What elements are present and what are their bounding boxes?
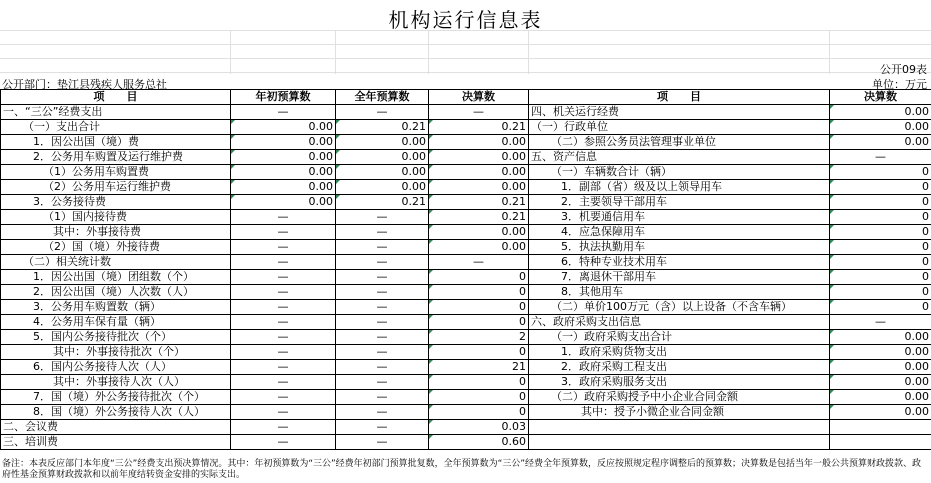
row-initial-budget: — [231,270,336,285]
row-final-amount-right: 0 [830,270,931,285]
row-item-right: （二）参照公务员法管理事业单位 [529,135,830,150]
row-item-left: 1．因公出国（境）费 [1,135,231,150]
row-final-amount-right: 0 [830,300,931,315]
row-final-amount: 0.21 [429,210,529,225]
table-row [1,180,931,195]
header-final-amount: 决算数 [429,90,529,105]
row-final-amount: 0 [429,300,529,315]
row-item-left: （1）国内接待费 [1,210,231,225]
table-row [1,210,931,225]
row-full-year-budget: — [336,285,429,300]
row-final-amount-right: 0 [830,165,931,180]
row-item-right: 5．执法执勤用车 [529,240,830,255]
row-item-left: 3．公务接待费 [1,195,231,210]
row-initial-budget: — [231,345,336,360]
row-item-right: 1．政府采购货物支出 [529,345,830,360]
table-row [1,270,931,285]
table-row [1,135,931,150]
row-item-right [529,420,830,435]
row-item-left: 其中：外事接待费 [1,225,231,240]
table-row [1,255,931,270]
row-final-amount-right: 0 [830,225,931,240]
row-item-right: 3．政府采购服务支出 [529,375,830,390]
table-row [1,240,931,255]
row-item-left: 其中：外事接待批次（个） [1,345,231,360]
table-row [1,390,931,405]
table-header-row [1,90,931,105]
row-final-amount: 2 [429,330,529,345]
row-final-amount: 0 [429,345,529,360]
row-initial-budget: — [231,315,336,330]
table-row [1,225,931,240]
row-full-year-budget: 0.21 [336,120,429,135]
row-item-left: 1．因公出国（境）团组数（个） [1,270,231,285]
row-initial-budget: — [231,105,336,120]
row-full-year-budget: — [336,375,429,390]
table-row [1,105,931,120]
table-row [1,300,931,315]
row-final-amount: 0.00 [429,165,529,180]
form-code: 公开09表 [880,63,927,76]
row-item-left: 7．国（境）外公务接待批次（个） [1,390,231,405]
row-full-year-budget: — [336,405,429,420]
row-initial-budget: — [231,240,336,255]
row-item-right: 4．应急保障用车 [529,225,830,240]
row-final-amount: 0 [429,270,529,285]
row-item-right: 四、机关运行经费 [529,105,830,120]
row-item-right: 8．其他用车 [529,285,830,300]
row-final-amount: 0.21 [429,195,529,210]
unit-label: 单位：万元 [872,78,927,91]
row-initial-budget: — [231,300,336,315]
row-initial-budget: — [231,405,336,420]
row-final-amount-right: — [830,315,931,330]
table-row [1,345,931,360]
row-final-amount-right: 0 [830,180,931,195]
row-initial-budget: — [231,435,336,450]
row-final-amount-right: — [830,150,931,165]
row-full-year-budget: — [336,225,429,240]
row-initial-budget: — [231,255,336,270]
header-item-right: 项 目 [529,90,830,105]
row-item-left: 三、培训费 [1,435,231,450]
row-item-right: 7．离退休干部用车 [529,270,830,285]
row-full-year-budget: — [336,240,429,255]
footnote: 备注：本表反应部门本年度“三公”经费支出预决算情况。其中：年初预算数为“三公”经费年初部门预算批复数，全年预算数为“三公”经费全年预算数，反应按照规定程序调整后的预算数；决算数是包括当年一般公共预算财政拨款、政府性基金预算财政拨款和以前年度结转资金安排的实际支出。 [2,459,921,480]
row-item-right: （二）单价100万元（含）以上设备（不含车辆） [529,300,830,315]
row-item-right: 五、资产信息 [529,150,830,165]
row-initial-budget: — [231,285,336,300]
row-item-left: 4．公务用车保有量（辆） [1,315,231,330]
row-final-amount: 0.00 [429,225,529,240]
row-final-amount-right: 0.00 [830,390,931,405]
row-initial-budget: — [231,330,336,345]
row-item-left: 6．国内公务接待人次（人） [1,360,231,375]
row-final-amount-right: 0.00 [830,330,931,345]
row-full-year-budget: 0.00 [336,165,429,180]
header-final-amount-right: 决算数 [830,90,931,105]
row-item-right [529,435,830,450]
row-full-year-budget: — [336,345,429,360]
row-full-year-budget: — [336,210,429,225]
row-final-amount-right: 0 [830,210,931,225]
row-final-amount-right [830,435,931,450]
table-row [1,375,931,390]
row-full-year-budget: — [336,330,429,345]
row-full-year-budget: — [336,315,429,330]
row-full-year-budget: 0.21 [336,195,429,210]
row-full-year-budget: — [336,420,429,435]
table-row [1,195,931,210]
row-full-year-budget: — [336,270,429,285]
header-item-left: 项 目 [1,90,231,105]
row-full-year-budget: — [336,360,429,375]
row-item-left: （二）相关统计数 [1,255,231,270]
row-final-amount: 0.00 [429,135,529,150]
row-full-year-budget: — [336,435,429,450]
row-item-left: （2）公务用车运行维护费 [1,180,231,195]
row-item-right: （一）行政单位 [529,120,830,135]
table-row [1,330,931,345]
row-final-amount: 0 [429,375,529,390]
row-final-amount: 0.03 [429,420,529,435]
header-full-year-budget: 全年预算数 [336,90,429,105]
row-initial-budget: 0.00 [231,120,336,135]
row-item-right: 1．副部（省）级及以上领导用车 [529,180,830,195]
row-full-year-budget: — [336,300,429,315]
row-item-right: （一）政府采购支出合计 [529,330,830,345]
table-row [1,120,931,135]
row-initial-budget: — [231,225,336,240]
row-initial-budget: 0.00 [231,150,336,165]
row-final-amount-right: 0.00 [830,120,931,135]
page-title: 机构运行信息表 [388,8,543,32]
row-item-right: 2．主要领导干部用车 [529,195,830,210]
row-final-amount: 0.60 [429,435,529,450]
row-final-amount: 0 [429,405,529,420]
row-final-amount: 0 [429,315,529,330]
row-initial-budget: 0.00 [231,165,336,180]
row-full-year-budget: — [336,105,429,120]
row-initial-budget: 0.00 [231,135,336,150]
department-label: 公开部门：垫江县残疾人服务总社 [2,78,167,91]
row-item-right: 2．政府采购工程支出 [529,360,830,375]
row-final-amount-right: 0.00 [830,135,931,150]
row-item-right: 3．机要通信用车 [529,210,830,225]
table-row [1,405,931,420]
row-final-amount-right: 0 [830,240,931,255]
row-item-left: 5．国内公务接待批次（个） [1,330,231,345]
table-row [1,315,931,330]
row-initial-budget: — [231,420,336,435]
row-full-year-budget: 0.00 [336,150,429,165]
row-final-amount-right: 0.00 [830,360,931,375]
row-final-amount-right: 0.00 [830,345,931,360]
row-initial-budget: 0.00 [231,195,336,210]
row-final-amount: — [429,255,529,270]
row-final-amount-right [830,420,931,435]
row-full-year-budget: 0.00 [336,180,429,195]
row-initial-budget: — [231,210,336,225]
row-final-amount: 0 [429,285,529,300]
row-final-amount: 0 [429,390,529,405]
row-item-left: 2．公务用车购置及运行维护费 [1,150,231,165]
table-row [1,420,931,435]
table-row [1,150,931,165]
row-final-amount: 21 [429,360,529,375]
row-final-amount-right: 0.00 [830,105,931,120]
row-final-amount-right: 0 [830,195,931,210]
row-final-amount: 0.21 [429,120,529,135]
row-item-right: 6．特种专业技术用车 [529,255,830,270]
row-item-left: （2）国（境）外接待费 [1,240,231,255]
table-row [1,435,931,450]
row-item-right: （一）车辆数合计（辆） [529,165,830,180]
row-item-right: 六、政府采购支出信息 [529,315,830,330]
row-final-amount: — [429,105,529,120]
row-initial-budget: — [231,375,336,390]
info-table [0,89,931,450]
row-final-amount-right: 0.00 [830,405,931,420]
row-item-left: （1）公务用车购置费 [1,165,231,180]
row-full-year-budget: — [336,255,429,270]
row-initial-budget: 0.00 [231,180,336,195]
row-final-amount-right: 0.00 [830,375,931,390]
table-row [1,165,931,180]
row-item-right: （二）政府采购授予中小企业合同金额 [529,390,830,405]
row-item-left: 一、“三公”经费支出 [1,105,231,120]
row-item-left: 8．国（境）外公务接待人次（人） [1,405,231,420]
row-final-amount-right: 0 [830,255,931,270]
header-initial-budget: 年初预算数 [231,90,336,105]
row-full-year-budget: — [336,390,429,405]
row-item-left: 2．因公出国（境）人次数（人） [1,285,231,300]
row-full-year-budget: 0.00 [336,135,429,150]
row-final-amount: 0.00 [429,240,529,255]
row-item-left: 其中：外事接待人次（人） [1,375,231,390]
row-item-left: 二、会议费 [1,420,231,435]
row-initial-budget: — [231,360,336,375]
row-item-left: 3．公务用车购置数（辆） [1,300,231,315]
table-row [1,360,931,375]
row-item-right: 其中：授予小微企业合同金额 [529,405,830,420]
row-final-amount: 0.00 [429,180,529,195]
table-body [1,105,931,450]
row-final-amount-right: 0 [830,285,931,300]
table-row [1,285,931,300]
row-item-left: （一）支出合计 [1,120,231,135]
row-final-amount: 0.00 [429,150,529,165]
row-initial-budget: — [231,390,336,405]
